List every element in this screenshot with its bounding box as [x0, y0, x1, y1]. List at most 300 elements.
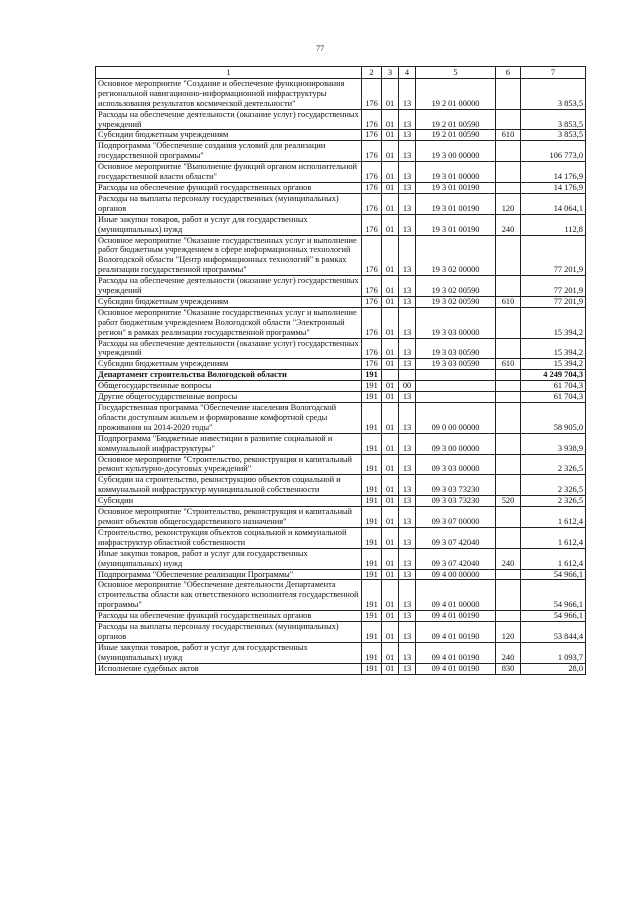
- row-csr-cell: [416, 307, 496, 338]
- csr-part: 00000: [458, 464, 480, 474]
- row-ved-cell: 191: [362, 527, 382, 548]
- csr-part: 00000: [458, 172, 480, 182]
- header-cell-pr: 4: [399, 67, 416, 79]
- row-rz-cell: 01: [382, 403, 399, 434]
- csr-part: 01: [448, 652, 457, 662]
- row-vr-cell: [496, 162, 521, 183]
- csr-part: 09: [431, 569, 440, 579]
- csr-part: 01: [448, 663, 457, 673]
- csr-part: 00000: [458, 569, 480, 579]
- row-vr-cell: 610: [496, 296, 521, 307]
- row-rz-cell: 01: [382, 496, 399, 507]
- row-pr-cell: 13: [399, 580, 416, 611]
- row-sum-cell: 1 093,7: [521, 642, 586, 663]
- row-vr-cell: 240: [496, 214, 521, 235]
- row-csr-cell: [416, 454, 496, 475]
- table-row: [96, 403, 586, 434]
- csr-part: 00190: [458, 224, 480, 234]
- row-ved-cell: 176: [362, 162, 382, 183]
- row-pr-cell: 13: [399, 611, 416, 622]
- row-sum-cell: 61 704,3: [521, 381, 586, 392]
- csr-part: 00190: [458, 611, 480, 621]
- row-vr-cell: [496, 507, 521, 528]
- row-name-cell: Подпрограмма "Бюджетные инвестиции в развитие социальной и коммунальной инфраструктуры": [96, 433, 362, 454]
- csr-part: 4: [441, 652, 447, 662]
- table-row: [96, 507, 586, 528]
- csr-part: 3: [441, 296, 447, 306]
- csr-part: 73230: [458, 485, 480, 495]
- csr-part: 00590: [458, 359, 480, 369]
- csr-part: 01: [448, 611, 457, 621]
- csr-part: 00190: [458, 631, 480, 641]
- row-name-cell: Исполнение судебных актов: [96, 663, 362, 674]
- csr-part: 01: [448, 172, 457, 182]
- csr-part: 00000: [458, 600, 480, 610]
- csr-part: 09: [431, 496, 440, 506]
- row-rz-cell: 01: [382, 642, 399, 663]
- row-name-cell: Расходы на выплаты персоналу государственных (муниципальных) органов: [96, 193, 362, 214]
- row-pr-cell: 13: [399, 392, 416, 403]
- row-sum-cell: 58 905,0: [521, 403, 586, 434]
- csr-part: 3: [441, 151, 447, 161]
- csr-part: 00: [448, 569, 457, 579]
- csr-part: 01: [448, 182, 457, 192]
- row-name-cell: Департамент строительства Вологодской области: [96, 370, 362, 381]
- row-name-cell: Расходы на обеспечение деятельности (оказание услуг) государственных учреждений: [96, 338, 362, 359]
- row-sum-cell: 53 844,4: [521, 622, 586, 643]
- table-row: [96, 433, 586, 454]
- row-pr-cell: 13: [399, 130, 416, 141]
- row-csr-cell: [416, 130, 496, 141]
- csr-part: 01: [448, 631, 457, 641]
- row-rz-cell: 01: [382, 162, 399, 183]
- row-name-cell: Основное мероприятие "Строительство, реконструкция и капитальный ремонт культурно-досуговых учреждений": [96, 454, 362, 475]
- row-name-cell: Субсидии на строительство, реконструкцию объектов социальной и коммунальной инфраструктур муниципальной собственности: [96, 475, 362, 496]
- row-name-cell: Иные закупки товаров, работ и услуг для государственных (муниципальных) нужд: [96, 642, 362, 663]
- row-csr-cell: [416, 141, 496, 162]
- csr-part: 09: [431, 631, 440, 641]
- row-name-cell: Основное мероприятие "Выполнение функций органом исполнительной государственной власти области": [96, 162, 362, 183]
- row-sum-cell: 28,0: [521, 663, 586, 674]
- row-rz-cell: 01: [382, 78, 399, 109]
- table-row: [96, 182, 586, 193]
- row-pr-cell: 13: [399, 475, 416, 496]
- row-pr-cell: [399, 370, 416, 381]
- row-name-cell: Основное мероприятие "Обеспечение деятельности Департамента строительства области как ответственного исполнителя государственной программы": [96, 580, 362, 611]
- csr-part: 0: [441, 422, 447, 432]
- row-rz-cell: 01: [382, 475, 399, 496]
- csr-part: 00590: [458, 348, 480, 358]
- row-ved-cell: 176: [362, 235, 382, 276]
- csr-part: 42040: [458, 537, 480, 547]
- row-rz-cell: 01: [382, 381, 399, 392]
- table-row: [96, 338, 586, 359]
- row-ved-cell: 191: [362, 496, 382, 507]
- row-sum-cell: 3 853,5: [521, 78, 586, 109]
- csr-part: 19: [431, 98, 440, 108]
- row-sum-cell: 77 201,9: [521, 235, 586, 276]
- row-csr-cell: [416, 193, 496, 214]
- row-ved-cell: 176: [362, 182, 382, 193]
- row-csr-cell: [416, 296, 496, 307]
- row-csr-cell: [416, 276, 496, 297]
- row-vr-cell: [496, 78, 521, 109]
- row-vr-cell: [496, 235, 521, 276]
- csr-part: 09: [431, 516, 440, 526]
- row-rz-cell: 01: [382, 193, 399, 214]
- csr-part: 09: [431, 663, 440, 673]
- row-pr-cell: 13: [399, 296, 416, 307]
- row-ved-cell: 191: [362, 569, 382, 580]
- row-rz-cell: 01: [382, 622, 399, 643]
- csr-part: 4: [441, 611, 447, 621]
- row-vr-cell: [496, 611, 521, 622]
- row-sum-cell: 1 612,4: [521, 507, 586, 528]
- header-cell-sum: 7: [521, 67, 586, 79]
- row-rz-cell: [382, 370, 399, 381]
- row-pr-cell: 13: [399, 507, 416, 528]
- csr-part: 3: [441, 327, 447, 337]
- csr-part: 3: [441, 516, 447, 526]
- row-rz-cell: 01: [382, 454, 399, 475]
- row-vr-cell: [496, 569, 521, 580]
- row-vr-cell: [496, 433, 521, 454]
- row-sum-cell: 61 704,3: [521, 392, 586, 403]
- table-row: [96, 642, 586, 663]
- csr-part: 00000: [458, 98, 480, 108]
- row-sum-cell: 3 853,5: [521, 109, 586, 130]
- row-ved-cell: 191: [362, 433, 382, 454]
- row-ved-cell: 191: [362, 548, 382, 569]
- row-rz-cell: 01: [382, 392, 399, 403]
- row-name-cell: Основное мероприятие "Создание и обеспечение функционирования региональной навигационно-информационной инфраструктуры использования результатов космической деятельности": [96, 78, 362, 109]
- row-rz-cell: 01: [382, 359, 399, 370]
- row-ved-cell: 191: [362, 622, 382, 643]
- csr-part: 19: [431, 172, 440, 182]
- csr-part: 02: [448, 286, 457, 296]
- row-pr-cell: 13: [399, 141, 416, 162]
- row-csr-cell: [416, 381, 496, 392]
- row-csr-cell: [416, 214, 496, 235]
- row-vr-cell: 120: [496, 622, 521, 643]
- row-sum-cell: 77 201,9: [521, 296, 586, 307]
- row-sum-cell: 54 966,1: [521, 580, 586, 611]
- csr-part: 09: [431, 464, 440, 474]
- csr-part: 09: [431, 537, 440, 547]
- row-csr-cell: [416, 622, 496, 643]
- csr-part: 03: [448, 348, 457, 358]
- csr-part: 01: [448, 203, 457, 213]
- row-ved-cell: 191: [362, 381, 382, 392]
- row-ved-cell: 176: [362, 296, 382, 307]
- row-name-cell: Другие общегосударственные вопросы: [96, 392, 362, 403]
- row-rz-cell: 01: [382, 527, 399, 548]
- row-name-cell: Основное мероприятие "Строительство, реконструкция и капитальный ремонт объектов общегосударственного назначения": [96, 507, 362, 528]
- csr-part: 09: [431, 558, 440, 568]
- row-csr-cell: [416, 569, 496, 580]
- csr-part: 4: [441, 600, 447, 610]
- row-csr-cell: [416, 235, 496, 276]
- row-rz-cell: 01: [382, 307, 399, 338]
- csr-part: 19: [431, 359, 440, 369]
- row-csr-cell: [416, 475, 496, 496]
- csr-part: 00: [448, 151, 457, 161]
- row-sum-cell: 112,8: [521, 214, 586, 235]
- row-name-cell: Основное мероприятие "Оказание государственных услуг и выполнение работ бюджетным учреждением Вологодской области "Электронный регион" в рамках реализации государственной программы": [96, 307, 362, 338]
- table-row: [96, 622, 586, 643]
- row-pr-cell: 00: [399, 381, 416, 392]
- row-name-cell: Субсидии: [96, 496, 362, 507]
- csr-part: 19: [431, 286, 440, 296]
- row-name-cell: Строительство, реконструкция объектов социальной и коммунальной инфраструктур областной собственности: [96, 527, 362, 548]
- csr-part: 01: [448, 119, 457, 129]
- page-number: 77: [316, 44, 324, 53]
- row-sum-cell: 4 249 704,3: [521, 370, 586, 381]
- row-name-cell: Подпрограмма "Обеспечение создания условий для реализации государственной программы": [96, 141, 362, 162]
- csr-part: 09: [431, 600, 440, 610]
- csr-part: 01: [448, 130, 457, 140]
- csr-part: 3: [441, 496, 447, 506]
- table-row: [96, 381, 586, 392]
- row-csr-cell: [416, 78, 496, 109]
- csr-part: 3: [441, 359, 447, 369]
- row-pr-cell: 13: [399, 527, 416, 548]
- row-ved-cell: 176: [362, 78, 382, 109]
- csr-part: 2: [441, 130, 447, 140]
- row-pr-cell: 13: [399, 109, 416, 130]
- csr-part: 00190: [458, 663, 480, 673]
- row-csr-cell: [416, 527, 496, 548]
- csr-part: 3: [441, 537, 447, 547]
- row-rz-cell: 01: [382, 214, 399, 235]
- csr-part: 42040: [458, 558, 480, 568]
- row-rz-cell: 01: [382, 663, 399, 674]
- row-name-cell: Расходы на обеспечение деятельности (оказание услуг) государственных учреждений: [96, 109, 362, 130]
- row-name-cell: Иные закупки товаров, работ и услуг для государственных (муниципальных) нужд: [96, 548, 362, 569]
- header-cell-vr: 6: [496, 67, 521, 79]
- csr-part: 3: [441, 443, 447, 453]
- row-csr-cell: [416, 507, 496, 528]
- row-sum-cell: 2 326,5: [521, 475, 586, 496]
- row-name-cell: Иные закупки товаров, работ и услуг для государственных (муниципальных) нужд: [96, 214, 362, 235]
- csr-part: 4: [441, 631, 447, 641]
- row-ved-cell: 176: [362, 130, 382, 141]
- budget-table: [95, 66, 586, 675]
- csr-part: 3: [441, 348, 447, 358]
- row-pr-cell: 13: [399, 403, 416, 434]
- csr-part: 19: [431, 119, 440, 129]
- row-csr-cell: [416, 611, 496, 622]
- row-csr-cell: [416, 109, 496, 130]
- row-ved-cell: 176: [362, 109, 382, 130]
- row-pr-cell: 13: [399, 496, 416, 507]
- row-pr-cell: 13: [399, 622, 416, 643]
- csr-part: 19: [431, 130, 440, 140]
- row-name-cell: Расходы на обеспечение функций государственных органов: [96, 182, 362, 193]
- row-vr-cell: [496, 580, 521, 611]
- row-pr-cell: 13: [399, 569, 416, 580]
- row-sum-cell: 14 176,9: [521, 182, 586, 193]
- row-ved-cell: 191: [362, 403, 382, 434]
- row-sum-cell: 1 612,4: [521, 527, 586, 548]
- table-row: [96, 580, 586, 611]
- row-rz-cell: 01: [382, 507, 399, 528]
- row-ved-cell: 191: [362, 642, 382, 663]
- row-ved-cell: 176: [362, 338, 382, 359]
- csr-part: 73230: [458, 496, 480, 506]
- row-pr-cell: 13: [399, 359, 416, 370]
- csr-part: 19: [431, 182, 440, 192]
- row-name-cell: Субсидии бюджетным учреждениям: [96, 296, 362, 307]
- row-ved-cell: 191: [362, 663, 382, 674]
- csr-part: 19: [431, 327, 440, 337]
- table-row: [96, 370, 586, 381]
- csr-part: 00590: [458, 286, 480, 296]
- csr-part: 09: [431, 443, 440, 453]
- row-rz-cell: 01: [382, 580, 399, 611]
- row-name-cell: Субсидии бюджетным учреждениям: [96, 359, 362, 370]
- row-vr-cell: 520: [496, 496, 521, 507]
- csr-part: 00000: [458, 443, 480, 453]
- row-csr-cell: [416, 338, 496, 359]
- row-ved-cell: 176: [362, 141, 382, 162]
- csr-part: 3: [441, 286, 447, 296]
- csr-part: 03: [448, 485, 457, 495]
- csr-part: 3: [441, 464, 447, 474]
- csr-part: 00: [448, 422, 457, 432]
- csr-part: 00000: [458, 516, 480, 526]
- row-csr-cell: [416, 403, 496, 434]
- row-ved-cell: 191: [362, 475, 382, 496]
- row-sum-cell: 54 966,1: [521, 569, 586, 580]
- row-rz-cell: 01: [382, 548, 399, 569]
- row-vr-cell: 610: [496, 130, 521, 141]
- csr-part: 02: [448, 265, 457, 275]
- row-csr-cell: [416, 642, 496, 663]
- csr-part: 03: [448, 327, 457, 337]
- csr-part: 3: [441, 224, 447, 234]
- row-ved-cell: 191: [362, 392, 382, 403]
- row-ved-cell: 191: [362, 611, 382, 622]
- csr-part: 19: [431, 265, 440, 275]
- table-row: [96, 296, 586, 307]
- table-row: [96, 527, 586, 548]
- csr-part: 00590: [458, 296, 480, 306]
- row-rz-cell: 01: [382, 611, 399, 622]
- row-ved-cell: 191: [362, 507, 382, 528]
- row-rz-cell: 01: [382, 276, 399, 297]
- table-row: [96, 235, 586, 276]
- row-name-cell: Подпрограмма "Обеспечение реализации Программы": [96, 569, 362, 580]
- table-row: [96, 78, 586, 109]
- row-csr-cell: [416, 162, 496, 183]
- csr-part: 01: [448, 224, 457, 234]
- csr-part: 00000: [458, 151, 480, 161]
- row-sum-cell: 106 773,0: [521, 141, 586, 162]
- row-csr-cell: [416, 496, 496, 507]
- row-vr-cell: [496, 370, 521, 381]
- table-row: [96, 130, 586, 141]
- row-sum-cell: 3 853,5: [521, 130, 586, 141]
- row-vr-cell: [496, 527, 521, 548]
- row-sum-cell: 15 394,2: [521, 307, 586, 338]
- csr-part: 03: [448, 359, 457, 369]
- row-pr-cell: 13: [399, 162, 416, 183]
- row-pr-cell: 13: [399, 214, 416, 235]
- row-rz-cell: 01: [382, 433, 399, 454]
- row-sum-cell: 15 394,2: [521, 359, 586, 370]
- row-sum-cell: 1 612,4: [521, 548, 586, 569]
- csr-part: 09: [431, 652, 440, 662]
- row-csr-cell: [416, 548, 496, 569]
- row-sum-cell: 2 326,5: [521, 496, 586, 507]
- csr-part: 00590: [458, 130, 480, 140]
- row-vr-cell: [496, 454, 521, 475]
- table-row: [96, 307, 586, 338]
- row-sum-cell: 14 064,1: [521, 193, 586, 214]
- row-vr-cell: 240: [496, 548, 521, 569]
- row-name-cell: Общегосударственные вопросы: [96, 381, 362, 392]
- row-rz-cell: 01: [382, 182, 399, 193]
- header-cell-csr: 5: [416, 67, 496, 79]
- csr-part: 00000: [458, 327, 480, 337]
- csr-part: 19: [431, 348, 440, 358]
- row-rz-cell: 01: [382, 235, 399, 276]
- row-ved-cell: 176: [362, 276, 382, 297]
- csr-part: 3: [441, 172, 447, 182]
- csr-part: 00590: [458, 119, 480, 129]
- row-name-cell: Расходы на обеспечение деятельности (оказание услуг) государственных учреждений: [96, 276, 362, 297]
- csr-part: 03: [448, 464, 457, 474]
- row-pr-cell: 13: [399, 182, 416, 193]
- table-row: [96, 214, 586, 235]
- header-cell-ved: 2: [362, 67, 382, 79]
- row-sum-cell: 54 966,1: [521, 611, 586, 622]
- row-vr-cell: [496, 141, 521, 162]
- row-vr-cell: 120: [496, 193, 521, 214]
- row-csr-cell: [416, 663, 496, 674]
- row-rz-cell: 01: [382, 338, 399, 359]
- row-sum-cell: 15 394,2: [521, 338, 586, 359]
- csr-part: 07: [448, 516, 457, 526]
- row-pr-cell: 13: [399, 307, 416, 338]
- row-csr-cell: [416, 433, 496, 454]
- csr-part: 00190: [458, 182, 480, 192]
- row-rz-cell: 01: [382, 296, 399, 307]
- csr-part: 2: [441, 119, 447, 129]
- row-csr-cell: [416, 182, 496, 193]
- row-vr-cell: [496, 392, 521, 403]
- header-row: [96, 67, 586, 79]
- table-row: [96, 496, 586, 507]
- header-cell-rz: 3: [382, 67, 399, 79]
- row-csr-cell: [416, 359, 496, 370]
- table-row: [96, 569, 586, 580]
- row-name-cell: Субсидии бюджетным учреждениям: [96, 130, 362, 141]
- csr-part: 3: [441, 558, 447, 568]
- row-sum-cell: 2 326,5: [521, 454, 586, 475]
- row-sum-cell: 3 938,9: [521, 433, 586, 454]
- csr-part: 00: [448, 443, 457, 453]
- row-ved-cell: 191: [362, 580, 382, 611]
- csr-part: 19: [431, 224, 440, 234]
- row-pr-cell: 13: [399, 276, 416, 297]
- csr-part: 03: [448, 496, 457, 506]
- csr-part: 2: [441, 98, 447, 108]
- csr-part: 3: [441, 203, 447, 213]
- csr-part: 19: [431, 203, 440, 213]
- table-row: [96, 663, 586, 674]
